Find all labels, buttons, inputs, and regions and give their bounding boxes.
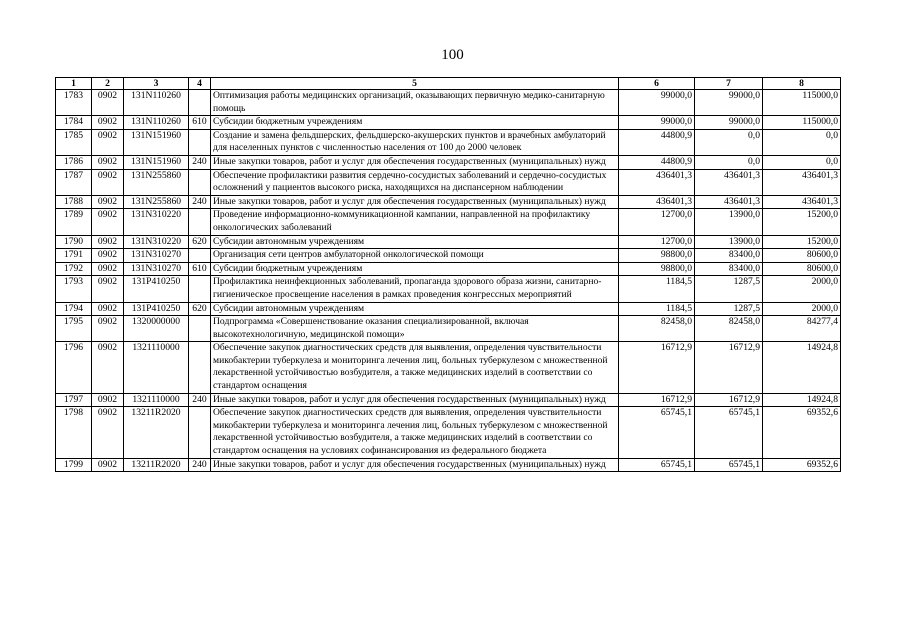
budget-table <box>55 77 841 472</box>
amount-col6-cell: 1184,5 <box>619 302 695 316</box>
amount-col6-cell: 99000,0 <box>619 90 695 116</box>
amount-col8-cell: 69352,6 <box>763 407 841 458</box>
target-code-cell: 131N310220 <box>124 209 189 235</box>
table-row <box>56 209 841 235</box>
amount-col7-cell: 65745,1 <box>695 407 763 458</box>
amount-col6-cell: 16712,9 <box>619 393 695 407</box>
table-row <box>56 169 841 195</box>
row-number-cell: 1785 <box>56 129 92 155</box>
row-number-cell: 1792 <box>56 262 92 276</box>
section-code-cell: 0902 <box>92 90 124 116</box>
description-cell: Иные закупки товаров, работ и услуг для обеспечения государственных (муниципальных) нужд <box>211 393 619 407</box>
target-code-cell: 131N110260 <box>124 90 189 116</box>
expense-type-cell: 620 <box>189 302 211 316</box>
row-number-cell: 1783 <box>56 90 92 116</box>
row-number-cell: 1793 <box>56 276 92 302</box>
section-code-cell: 0902 <box>92 316 124 342</box>
table-row <box>56 276 841 302</box>
section-code-cell: 0902 <box>92 155 124 169</box>
row-number-cell: 1788 <box>56 195 92 209</box>
amount-col7-cell: 1287,5 <box>695 302 763 316</box>
section-code-cell: 0902 <box>92 235 124 249</box>
expense-type-cell: 240 <box>189 393 211 407</box>
table-row <box>56 407 841 458</box>
header-cell: 7 <box>695 78 763 90</box>
row-number-cell: 1797 <box>56 393 92 407</box>
description-cell: Профилактика неинфекционных заболеваний, пропаганда здорового образа жизни, санитарно-гигиеническое просвещение населения в рамках проведения конгрессных мероприятий <box>211 276 619 302</box>
target-code-cell: 131N310270 <box>124 249 189 263</box>
expense-type-cell <box>189 90 211 116</box>
header-cell: 6 <box>619 78 695 90</box>
section-code-cell: 0902 <box>92 262 124 276</box>
target-code-cell: 1320000000 <box>124 316 189 342</box>
target-code-cell: 131N151960 <box>124 129 189 155</box>
row-number-cell: 1798 <box>56 407 92 458</box>
amount-col8-cell: 436401,3 <box>763 169 841 195</box>
amount-col8-cell: 115000,0 <box>763 90 841 116</box>
description-cell: Субсидии бюджетным учреждениям <box>211 262 619 276</box>
expense-type-cell: 610 <box>189 262 211 276</box>
description-cell: Иные закупки товаров, работ и услуг для обеспечения государственных (муниципальных) нужд <box>211 458 619 472</box>
header-cell: 4 <box>189 78 211 90</box>
table-row <box>56 90 841 116</box>
expense-type-cell <box>189 249 211 263</box>
section-code-cell: 0902 <box>92 195 124 209</box>
expense-type-cell <box>189 342 211 393</box>
section-code-cell: 0902 <box>92 129 124 155</box>
amount-col7-cell: 83400,0 <box>695 249 763 263</box>
amount-col7-cell: 0,0 <box>695 155 763 169</box>
target-code-cell: 131N255860 <box>124 169 189 195</box>
amount-col6-cell: 65745,1 <box>619 458 695 472</box>
section-code-cell: 0902 <box>92 249 124 263</box>
amount-col8-cell: 2000,0 <box>763 302 841 316</box>
description-cell: Организация сети центров амбулаторной онкологической помощи <box>211 249 619 263</box>
table-body <box>56 90 841 472</box>
amount-col7-cell: 0,0 <box>695 129 763 155</box>
amount-col8-cell: 80600,0 <box>763 262 841 276</box>
section-code-cell: 0902 <box>92 169 124 195</box>
header-cell: 3 <box>124 78 189 90</box>
header-cell: 8 <box>763 78 841 90</box>
amount-col8-cell: 15200,0 <box>763 209 841 235</box>
row-number-cell: 1789 <box>56 209 92 235</box>
amount-col7-cell: 83400,0 <box>695 262 763 276</box>
section-code-cell: 0902 <box>92 458 124 472</box>
section-code-cell: 0902 <box>92 407 124 458</box>
target-code-cell: 1321110000 <box>124 393 189 407</box>
table-row <box>56 302 841 316</box>
row-number-cell: 1794 <box>56 302 92 316</box>
amount-col7-cell: 13900,0 <box>695 235 763 249</box>
table-header-row <box>56 78 841 90</box>
description-cell: Создание и замена фельдшерских, фельдшерско-акушерских пунктов и врачебных амбулаторий для населенных пунктов с численностью населения от 100 до 2000 человек <box>211 129 619 155</box>
target-code-cell: 131N310270 <box>124 262 189 276</box>
amount-col6-cell: 98800,0 <box>619 262 695 276</box>
section-code-cell: 0902 <box>92 302 124 316</box>
amount-col6-cell: 12700,0 <box>619 209 695 235</box>
amount-col6-cell: 436401,3 <box>619 195 695 209</box>
target-code-cell: 1321110000 <box>124 342 189 393</box>
expense-type-cell <box>189 209 211 235</box>
amount-col7-cell: 436401,3 <box>695 169 763 195</box>
expense-type-cell: 240 <box>189 155 211 169</box>
description-cell: Субсидии автономным учреждениям <box>211 302 619 316</box>
row-number-cell: 1787 <box>56 169 92 195</box>
table-row <box>56 458 841 472</box>
amount-col8-cell: 2000,0 <box>763 276 841 302</box>
amount-col7-cell: 99000,0 <box>695 90 763 116</box>
description-cell: Иные закупки товаров, работ и услуг для обеспечения государственных (муниципальных) нужд <box>211 155 619 169</box>
expense-type-cell: 620 <box>189 235 211 249</box>
section-code-cell: 0902 <box>92 209 124 235</box>
section-code-cell: 0902 <box>92 276 124 302</box>
amount-col6-cell: 44800,9 <box>619 155 695 169</box>
description-cell: Обеспечение закупок диагностических средств для выявления, определения чувствительности микобактерии туберкулеза и мониторинга лечения лиц, больных туберкулезом с множественной лекарственной устойчивостью возбудителя, а также медицинских изделий в соответствии со стандартом оснащения на условиях софинансирования из федерального бюджета <box>211 407 619 458</box>
amount-col7-cell: 82458,0 <box>695 316 763 342</box>
amount-col7-cell: 16712,9 <box>695 393 763 407</box>
amount-col7-cell: 1287,5 <box>695 276 763 302</box>
description-cell: Обеспечение закупок диагностических средств для выявления, определения чувствительности микобактерии туберкулеза и мониторинга лечения лиц, больных туберкулезом с множественной лекарственной устойчивостью возбудителя, а также медицинских изделий в соответствии со стандартом оснащения <box>211 342 619 393</box>
row-number-cell: 1796 <box>56 342 92 393</box>
amount-col8-cell: 69352,6 <box>763 458 841 472</box>
expense-type-cell <box>189 316 211 342</box>
target-code-cell: 13211R2020 <box>124 458 189 472</box>
table-row <box>56 342 841 393</box>
description-cell: Субсидии бюджетным учреждениям <box>211 116 619 130</box>
table-row <box>56 116 841 130</box>
expense-type-cell: 240 <box>189 195 211 209</box>
header-cell: 5 <box>211 78 619 90</box>
amount-col7-cell: 99000,0 <box>695 116 763 130</box>
target-code-cell: 131N151960 <box>124 155 189 169</box>
expense-type-cell <box>189 169 211 195</box>
target-code-cell: 131N110260 <box>124 116 189 130</box>
expense-type-cell <box>189 276 211 302</box>
description-cell: Оптимизация работы медицинских организаций, оказывающих первичную медико-санитарную помощь <box>211 90 619 116</box>
amount-col8-cell: 0,0 <box>763 129 841 155</box>
expense-type-cell <box>189 129 211 155</box>
section-code-cell: 0902 <box>92 393 124 407</box>
amount-col8-cell: 0,0 <box>763 155 841 169</box>
amount-col7-cell: 13900,0 <box>695 209 763 235</box>
target-code-cell: 131N310220 <box>124 235 189 249</box>
section-code-cell: 0902 <box>92 342 124 393</box>
table-row <box>56 393 841 407</box>
table-row <box>56 262 841 276</box>
amount-col7-cell: 16712,9 <box>695 342 763 393</box>
description-cell: Субсидии автономным учреждениям <box>211 235 619 249</box>
expense-type-cell <box>189 407 211 458</box>
amount-col6-cell: 82458,0 <box>619 316 695 342</box>
row-number-cell: 1799 <box>56 458 92 472</box>
target-code-cell: 131P410250 <box>124 302 189 316</box>
expense-type-cell: 610 <box>189 116 211 130</box>
amount-col6-cell: 1184,5 <box>619 276 695 302</box>
table-row <box>56 249 841 263</box>
header-cell: 1 <box>56 78 92 90</box>
amount-col8-cell: 15200,0 <box>763 235 841 249</box>
page-number: 100 <box>441 47 464 63</box>
amount-col8-cell: 115000,0 <box>763 116 841 130</box>
amount-col6-cell: 16712,9 <box>619 342 695 393</box>
expense-type-cell: 240 <box>189 458 211 472</box>
amount-col8-cell: 14924,8 <box>763 393 841 407</box>
table-row <box>56 155 841 169</box>
description-cell: Подпрограмма «Совершенствование оказания специализированной, включая высокотехнологичную, медицинской помощи» <box>211 316 619 342</box>
description-cell: Иные закупки товаров, работ и услуг для обеспечения государственных (муниципальных) нужд <box>211 195 619 209</box>
amount-col7-cell: 436401,3 <box>695 195 763 209</box>
table-row <box>56 316 841 342</box>
header-cell: 2 <box>92 78 124 90</box>
table-row <box>56 195 841 209</box>
row-number-cell: 1786 <box>56 155 92 169</box>
table-row <box>56 235 841 249</box>
target-code-cell: 131N255860 <box>124 195 189 209</box>
amount-col6-cell: 65745,1 <box>619 407 695 458</box>
amount-col6-cell: 98800,0 <box>619 249 695 263</box>
amount-col8-cell: 84277,4 <box>763 316 841 342</box>
amount-col7-cell: 65745,1 <box>695 458 763 472</box>
row-number-cell: 1791 <box>56 249 92 263</box>
target-code-cell: 131P410250 <box>124 276 189 302</box>
amount-col6-cell: 99000,0 <box>619 116 695 130</box>
description-cell: Проведение информационно-коммуникационной кампании, направленной на профилактику онкологических заболеваний <box>211 209 619 235</box>
amount-col6-cell: 436401,3 <box>619 169 695 195</box>
section-code-cell: 0902 <box>92 116 124 130</box>
row-number-cell: 1790 <box>56 235 92 249</box>
row-number-cell: 1784 <box>56 116 92 130</box>
amount-col8-cell: 80600,0 <box>763 249 841 263</box>
target-code-cell: 13211R2020 <box>124 407 189 458</box>
row-number-cell: 1795 <box>56 316 92 342</box>
description-cell: Обеспечение профилактики развития сердечно-сосудистых заболеваний и сердечно-сосудистых осложнений у пациентов высокого риска, находящихся на диспансерном наблюдении <box>211 169 619 195</box>
amount-col6-cell: 12700,0 <box>619 235 695 249</box>
amount-col6-cell: 44800,9 <box>619 129 695 155</box>
table-row <box>56 129 841 155</box>
amount-col8-cell: 14924,8 <box>763 342 841 393</box>
amount-col8-cell: 436401,3 <box>763 195 841 209</box>
